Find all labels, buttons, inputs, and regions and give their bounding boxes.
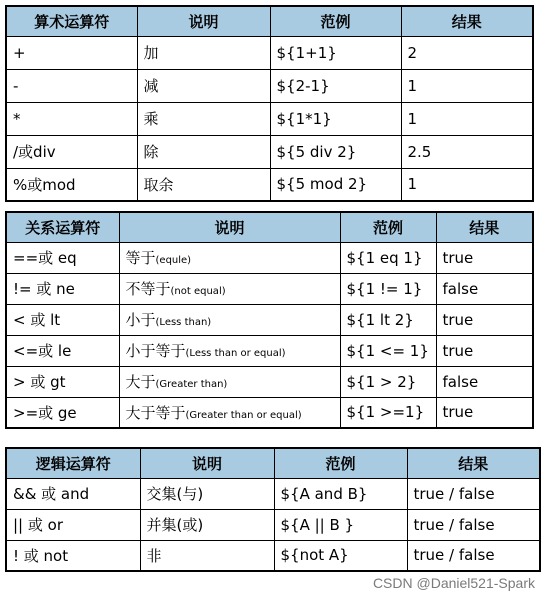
example-cell: ${1 <= 1}	[340, 335, 436, 366]
column-header: 结果	[407, 448, 540, 478]
operator-cell: *	[6, 102, 137, 135]
description-cell: 除	[137, 135, 270, 168]
description-cell	[119, 335, 340, 366]
table-row	[6, 397, 533, 428]
description-cell	[119, 366, 340, 397]
table-row	[6, 366, 533, 397]
table-header-row	[6, 448, 540, 478]
table-row	[6, 242, 533, 273]
example-cell: ${A and B}	[274, 478, 407, 509]
result-cell: true	[436, 335, 533, 366]
example-cell: ${2-1}	[270, 69, 401, 102]
operator-cell: /或div	[6, 135, 137, 168]
description-cell: 乘	[137, 102, 270, 135]
result-cell: true / false	[407, 509, 540, 540]
table-row	[6, 102, 533, 135]
column-header: 关系运算符	[6, 212, 119, 242]
operator-cell: >=或 ge	[6, 397, 119, 428]
table-row	[6, 69, 533, 102]
column-header: 结果	[436, 212, 533, 242]
result-cell: true / false	[407, 540, 540, 571]
result-cell: 2	[401, 36, 533, 69]
description-text: 小于	[125, 311, 156, 329]
operator-cell: %或mod	[6, 168, 137, 201]
description-cell: 加	[137, 36, 270, 69]
arithmetic-operators-table	[5, 5, 534, 202]
column-header: 范例	[340, 212, 436, 242]
column-header: 说明	[119, 212, 340, 242]
table-row	[6, 335, 533, 366]
logical-operators-table	[5, 447, 541, 572]
description-text: 不等于	[125, 280, 171, 298]
column-header: 说明	[137, 6, 270, 36]
result-cell: 1	[401, 102, 533, 135]
description-cell: 交集(与)	[140, 478, 274, 509]
table-row	[6, 540, 540, 571]
example-cell: ${1+1}	[270, 36, 401, 69]
result-cell: true / false	[407, 478, 540, 509]
description-cell	[119, 397, 340, 428]
result-cell: true	[436, 397, 533, 428]
description-cell: 减	[137, 69, 270, 102]
column-header: 范例	[274, 448, 407, 478]
description-note: (equle)	[155, 255, 192, 266]
watermark: CSDN @Daniel521-Spark	[372, 575, 535, 591]
column-header: 结果	[401, 6, 533, 36]
description-cell: 非	[140, 540, 274, 571]
description-cell	[119, 273, 340, 304]
example-cell: ${1 > 2}	[340, 366, 436, 397]
description-cell	[119, 242, 340, 273]
operator-cell: > 或 gt	[6, 366, 119, 397]
operator-cell: && 或 and	[6, 478, 140, 509]
table-row	[6, 135, 533, 168]
description-note: (Less than)	[155, 317, 212, 328]
description-cell: 并集(或)	[140, 509, 274, 540]
operator-cell: ==或 eq	[6, 242, 119, 273]
operator-cell: -	[6, 69, 137, 102]
example-cell: ${1*1}	[270, 102, 401, 135]
operator-cell: <=或 le	[6, 335, 119, 366]
description-note: (Greater than)	[155, 379, 228, 390]
table-row	[6, 168, 533, 201]
example-cell: ${A || B }	[274, 509, 407, 540]
example-cell: ${5 mod 2}	[270, 168, 401, 201]
table-row	[6, 273, 533, 304]
description-cell: 取余	[137, 168, 270, 201]
table-row	[6, 478, 540, 509]
description-cell	[119, 304, 340, 335]
example-cell: ${1 eq 1}	[340, 242, 436, 273]
table-header-row	[6, 212, 533, 242]
result-cell: true	[436, 304, 533, 335]
example-cell: ${5 div 2}	[270, 135, 401, 168]
result-cell: 2.5	[401, 135, 533, 168]
table-row	[6, 509, 540, 540]
result-cell: 1	[401, 168, 533, 201]
result-cell: false	[436, 366, 533, 397]
operator-cell: ! 或 not	[6, 540, 140, 571]
operator-cell: +	[6, 36, 137, 69]
description-note: (Less than or equal)	[185, 348, 286, 359]
description-note: (not equal)	[170, 286, 226, 297]
operator-cell: || 或 or	[6, 509, 140, 540]
description-note: (Greater than or equal)	[185, 409, 302, 421]
result-cell: true	[436, 242, 533, 273]
example-cell: ${not A}	[274, 540, 407, 571]
column-header: 算术运算符	[6, 6, 137, 36]
column-header: 范例	[270, 6, 401, 36]
column-header: 说明	[140, 448, 274, 478]
description-text: 大于等于	[125, 403, 186, 422]
example-cell: ${1 != 1}	[340, 273, 436, 304]
operator-cell: < 或 lt	[6, 304, 119, 335]
table-row	[6, 304, 533, 335]
example-cell: ${1 lt 2}	[340, 304, 436, 335]
result-cell: 1	[401, 69, 533, 102]
description-text: 大于	[125, 373, 156, 391]
result-cell: false	[436, 273, 533, 304]
description-text: 等于	[125, 249, 156, 267]
description-text: 小于等于	[125, 342, 186, 360]
table-header-row	[6, 6, 533, 36]
relational-operators-table	[5, 211, 534, 429]
column-header: 逻辑运算符	[6, 448, 140, 478]
example-cell: ${1 >=1}	[340, 397, 436, 428]
operator-cell: != 或 ne	[6, 273, 119, 304]
table-row	[6, 36, 533, 69]
